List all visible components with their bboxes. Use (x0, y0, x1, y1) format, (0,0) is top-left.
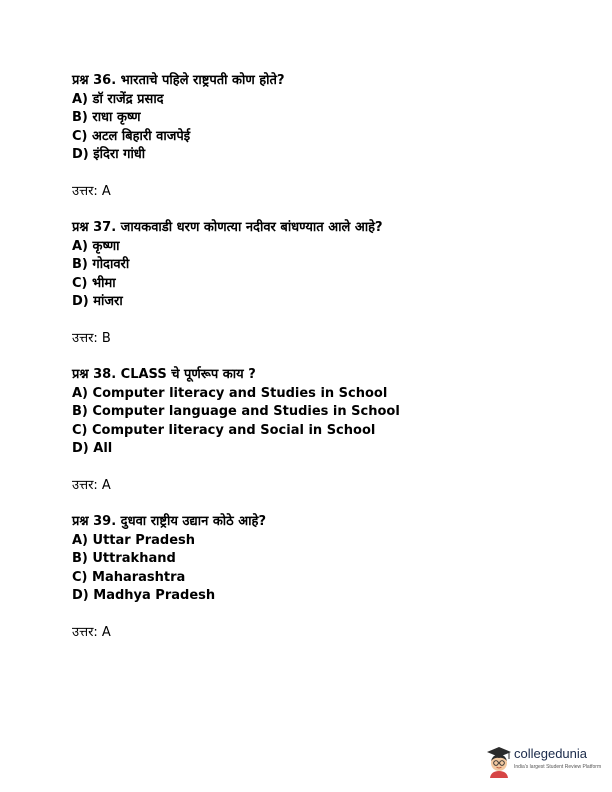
document-content (72, 72, 542, 660)
answer-text: उत्तर: A (72, 624, 111, 640)
option-c: C) Maharashtra (72, 569, 186, 585)
option-c: C) अटल बिहारी वाजपेई (72, 128, 191, 144)
question-block (72, 513, 542, 642)
option-a: A) डॉ राजेंद्र प्रसाद (72, 91, 164, 107)
mascot-icon (484, 744, 514, 778)
question-block (72, 219, 542, 348)
answer-text: उत्तर: A (72, 477, 111, 493)
logo-tagline: India's largest Student Review Platform (514, 764, 602, 770)
answer-text: उत्तर: A (72, 183, 111, 199)
option-a: A) कृष्णा (72, 238, 120, 254)
logo-name: collegedunia (514, 746, 588, 761)
option-c: C) Computer literacy and Social in School (72, 422, 376, 438)
collegedunia-logo (484, 742, 604, 782)
option-a: A) Computer literacy and Studies in School (72, 385, 388, 401)
option-b: B) गोदावरी (72, 257, 130, 272)
option-b: B) Uttrakhand (72, 551, 176, 566)
question-block (72, 366, 542, 495)
question-text: प्रश्न 38. CLASS चे पूर्णरूप काय ? (72, 367, 256, 382)
answer-text: उत्तर: B (72, 330, 111, 346)
option-d: D) Madhya Pradesh (72, 588, 216, 603)
option-b: B) राधा कृष्ण (72, 110, 141, 125)
option-d: D) इंदिरा गांधी (72, 147, 146, 162)
option-c: C) भीमा (72, 275, 116, 291)
question-text: प्रश्न 39. दुधवा राष्ट्रीय उद्यान कोठे आहे? (72, 514, 266, 529)
option-b: B) Computer language and Studies in School (72, 404, 400, 419)
question-block (72, 72, 542, 201)
option-a: A) Uttar Pradesh (72, 532, 196, 548)
question-text: प्रश्न 36. भारताचे पहिले राष्ट्रपती कोण होते? (72, 73, 285, 88)
question-text: प्रश्न 37. जायकवाडी धरण कोणत्या नदीवर बांधण्यात आले आहे? (72, 220, 383, 235)
option-d: D) मांजरा (72, 294, 123, 309)
option-d: D) All (72, 441, 113, 456)
